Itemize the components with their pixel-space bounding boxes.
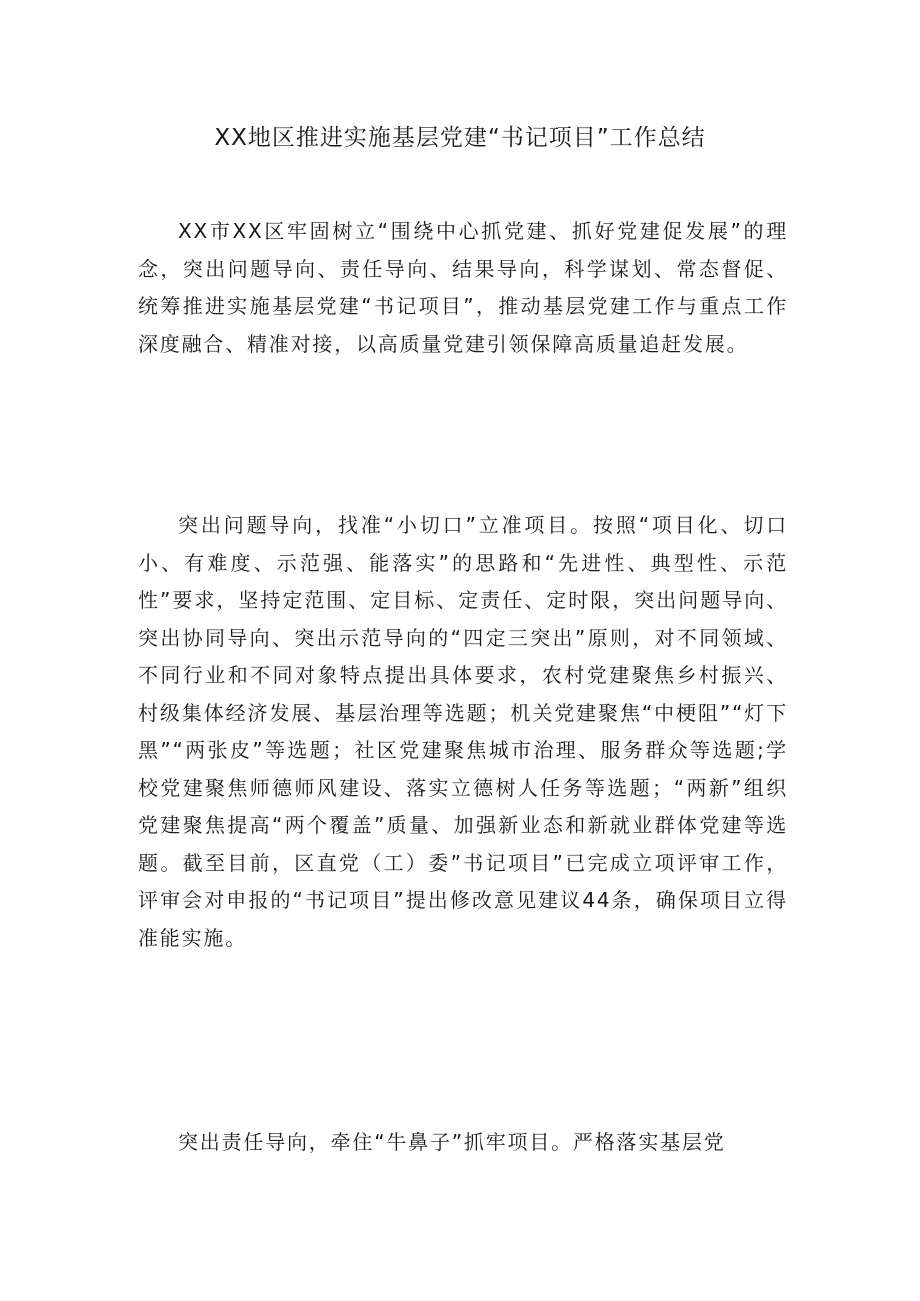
paragraph-intro: XX市XX区牢固树立“围绕中心抓党建、抓好党建促发展”的理念，突出问题导向、责任导向、结果导向，科学谋划、常态督促、统筹推进实施基层党建“书记项目”，推动基层党建工作与重点工作深度融合、精准对接，以高质量党建引领保障高质量追赶发展。 — [138, 219, 788, 356]
document-title: XX地区推进实施基层党建“书记项目”工作总结 — [214, 125, 706, 151]
paragraph-problem-orientation: 突出问题导向，找准“小切口”立准项目。按照“项目化、切口小、有难度、示范强、能落实”的思路和“先进性、典型性、示范性”要求，坚持定范围、定目标、定责任、定时限，突出问题导向、突出协同导向、突出示范导向的“四定三突出”原则，对不同领域、不同行业和不同对象特点提出具体要求，农村党建聚焦乡村振兴、村级集体经济发展、基层治理等选题；机关党建聚焦“中梗阻”“灯下黑”“两张皮”等选题；社区党建聚焦城市治理、服务群众等选题;学校党建聚焦师德师风建设、落实立德树人任务等选题；“两新”组织党建聚焦提高“两个覆盖”质量、加强新业态和新就业群体党建等选题。截至目前，区直党（工）委”书记项目”已完成立项评审工作，评审会对申报的“书记项目”提出修改意见建议44条，确保项目立得准能实施。 — [138, 513, 788, 950]
paragraph-responsibility-orientation: 突出责任导向，牵住“牛鼻子”抓牢项目。严格落实基层党 — [178, 1130, 726, 1154]
